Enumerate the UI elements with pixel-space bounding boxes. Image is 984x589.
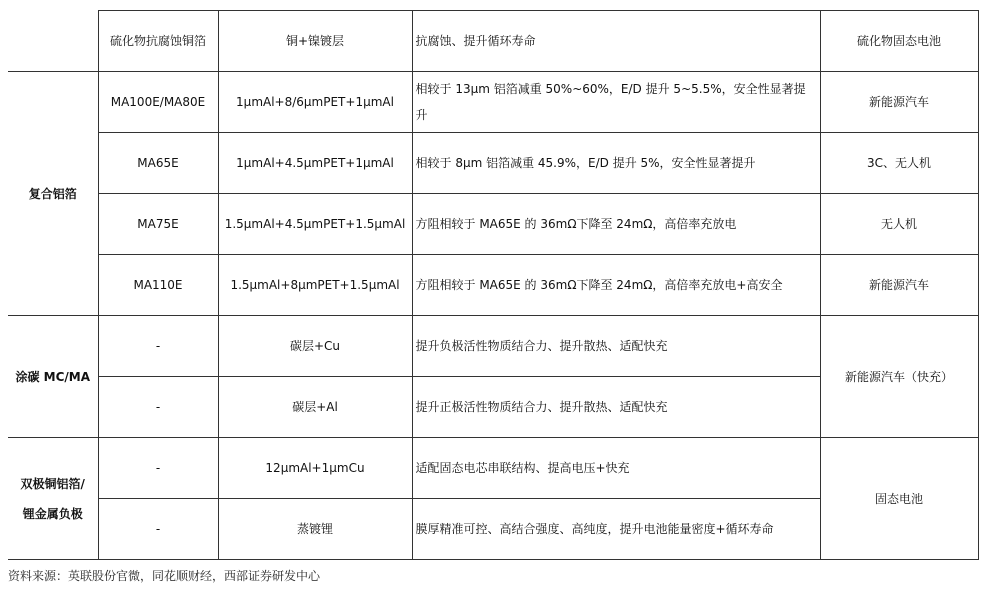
group-name-line1: 双极铜铝箔/ (20, 476, 85, 491)
group-name-carbon-coated: 涂碳 MC/MA (8, 316, 98, 438)
product-table (8, 10, 979, 560)
structure-cell: 1.5μmAl+8μmPET+1.5μmAl (218, 255, 412, 316)
model-cell: - (98, 438, 218, 499)
application-cell: 新能源汽车 (820, 72, 978, 133)
feature-cell: 提升负极活性物质结合力、提升散热、适配快充 (412, 316, 820, 377)
table-row (8, 438, 978, 499)
application-cell: 新能源汽车 (820, 255, 978, 316)
group-name-composite-al: 复合铝箔 (8, 72, 98, 316)
feature-cell: 提升正极活性物质结合力、提升散热、适配快充 (412, 377, 820, 438)
structure-cell: 12μmAl+1μmCu (218, 438, 412, 499)
source-note: 资料来源：英联股份官微，同花顺财经，西部证券研发中心 (8, 569, 321, 583)
table-row (8, 72, 978, 133)
feature-cell: 相较于 8μm 铝箔减重 45.9%，E/D 提升 5%，安全性显著提升 (412, 133, 820, 194)
application-cell: 无人机 (820, 194, 978, 255)
table-row (8, 194, 978, 255)
model-cell: MA65E (98, 133, 218, 194)
group-name-bipolar (8, 438, 98, 560)
feature-cell: 方阻相较于 MA65E 的 36mΩ下降至 24mΩ，高倍率充放电+高安全 (412, 255, 820, 316)
structure-cell: 碳层+Cu (218, 316, 412, 377)
structure-cell: 碳层+Al (218, 377, 412, 438)
header-empty-cell (8, 11, 98, 72)
application-cell: 固态电池 (820, 438, 978, 560)
header-col4: 硫化物固态电池 (820, 11, 978, 72)
header-col2: 铜+镍镀层 (218, 11, 412, 72)
header-col3: 抗腐蚀、提升循环寿命 (412, 11, 820, 72)
feature-cell: 相较于 13μm 铝箔减重 50%~60%，E/D 提升 5~5.5%，安全性显著提升 (412, 72, 820, 133)
feature-cell: 适配固态电芯串联结构、提高电压+快充 (412, 438, 820, 499)
header-col1: 硫化物抗腐蚀铜箔 (98, 11, 218, 72)
structure-cell: 1μmAl+8/6μmPET+1μmAl (218, 72, 412, 133)
group-name-line2: 锂金属负极 (22, 506, 83, 521)
structure-cell: 1.5μmAl+4.5μmPET+1.5μmAl (218, 194, 412, 255)
structure-cell: 1μmAl+4.5μmPET+1μmAl (218, 133, 412, 194)
model-cell: - (98, 316, 218, 377)
model-cell: - (98, 377, 218, 438)
table-row (8, 255, 978, 316)
application-cell: 3C、无人机 (820, 133, 978, 194)
table-header-row (8, 11, 978, 72)
feature-cell: 方阻相较于 MA65E 的 36mΩ下降至 24mΩ，高倍率充放电 (412, 194, 820, 255)
table-row (8, 133, 978, 194)
model-cell: MA75E (98, 194, 218, 255)
model-cell: MA110E (98, 255, 218, 316)
application-cell: 新能源汽车（快充） (820, 316, 978, 438)
model-cell: MA100E/MA80E (98, 72, 218, 133)
table-row (8, 316, 978, 377)
structure-cell: 蒸镀锂 (218, 499, 412, 560)
model-cell: - (98, 499, 218, 560)
feature-cell: 膜厚精准可控、高结合强度、高纯度，提升电池能量密度+循环寿命 (412, 499, 820, 560)
